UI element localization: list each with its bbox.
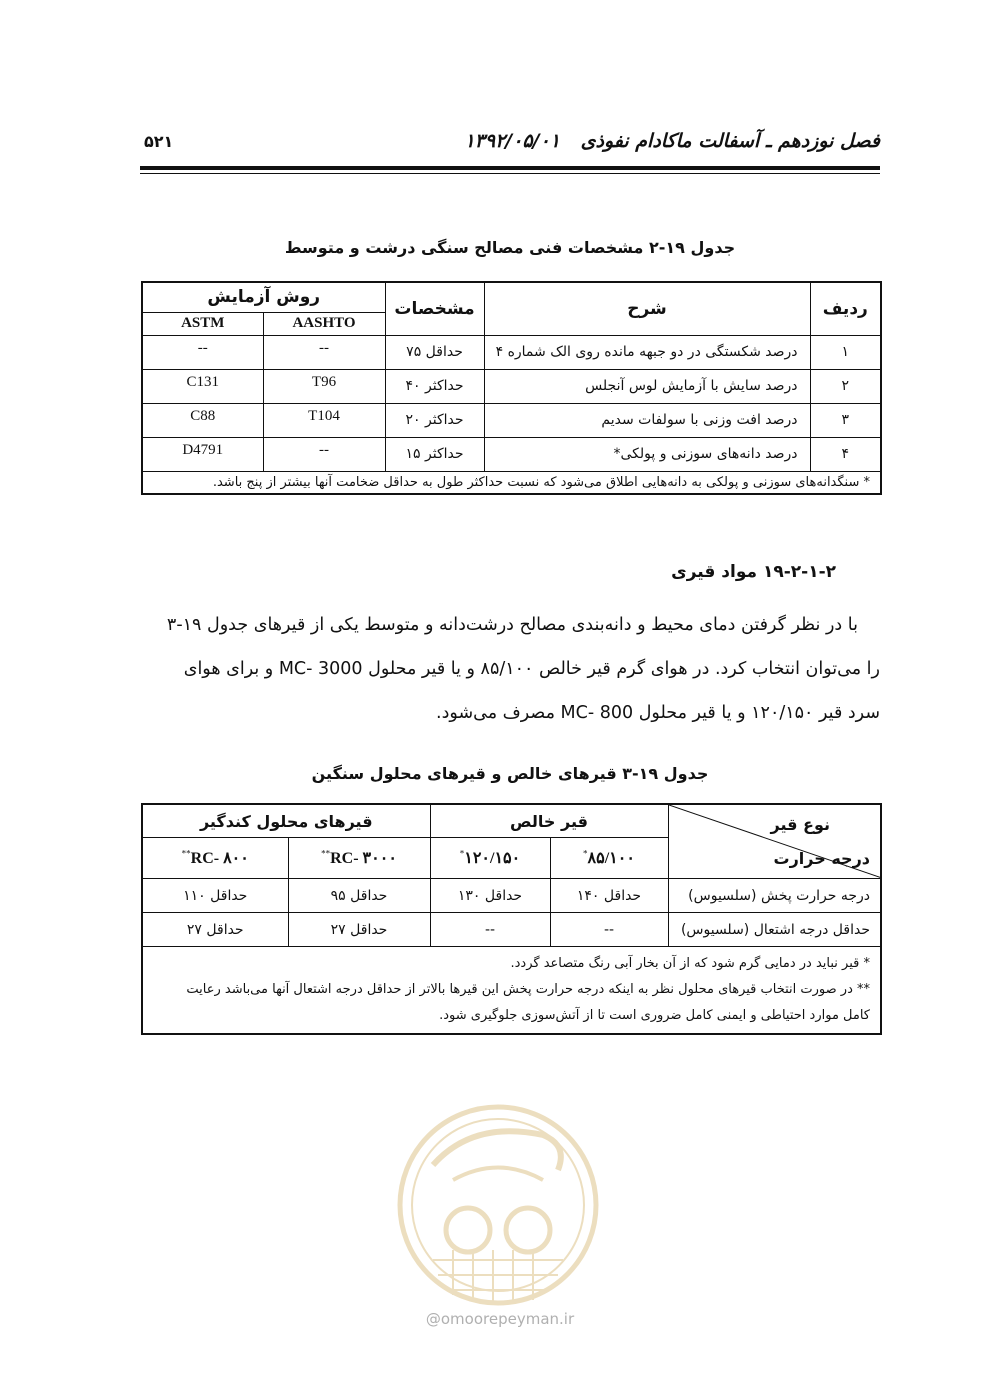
- table1-header-test-method: روش آزمایش: [142, 282, 385, 312]
- section-paragraph: [140, 603, 880, 735]
- row-spec: حداکثر ۲۰: [385, 403, 484, 437]
- grade-header: [142, 838, 288, 879]
- grade-header: [288, 838, 430, 879]
- row-astm: C131: [142, 369, 263, 403]
- table-row: [142, 879, 881, 913]
- row-number: ۳: [810, 403, 881, 437]
- table2-corner-header: [668, 804, 881, 879]
- grade-label: ۸۵/۱۰۰: [587, 850, 635, 867]
- table-row: [142, 437, 881, 471]
- note-line: کامل موارد احتیاطی و ایمنی کامل ضروری است تا از آتش‌سوزی جلوگیری شود.: [439, 1008, 870, 1023]
- table-row: [142, 369, 881, 403]
- note-line: * قیر نباید در دمایی گرم شود که از آن بخار آبی رنگ متصاعد گردد.: [510, 956, 870, 971]
- row-aashto: T104: [263, 403, 385, 437]
- row-value: حداقل ۲۷: [288, 913, 430, 947]
- table1-header-description: شرح: [484, 282, 810, 335]
- table-row: [142, 335, 881, 369]
- row-spec: حداکثر ۴۰: [385, 369, 484, 403]
- row-value: --: [430, 913, 550, 947]
- table-row: [142, 913, 881, 947]
- header-rule-thin: [140, 173, 880, 174]
- group-pure-bitumen: قیر خالص: [430, 804, 668, 838]
- note-line: ** در صورت انتخاب قیرهای محلول نظر به اینکه درجه حرارت پخش این قیرها بالاتر از حداقل درجه اشتعال آنها می‌باشد رعایت: [186, 982, 870, 997]
- table-row: [142, 403, 881, 437]
- header-rule-thick: [140, 166, 880, 170]
- row-description: درصد افت وزنی با سولفات سدیم: [484, 403, 810, 437]
- table2-notes: [142, 947, 881, 1035]
- table1-header-spec: مشخصات: [385, 282, 484, 335]
- grade-header: [430, 838, 550, 879]
- corner-temperature: درجه حرارت: [773, 849, 870, 868]
- row-number: ۴: [810, 437, 881, 471]
- paragraph-line: را می‌توان انتخاب کرد. در هوای گرم قیر خالص ۸۵/۱۰۰ و یا قیر محلول MC- 3000 و برای هوای: [183, 659, 880, 679]
- row-value: حداقل ۹۵: [288, 879, 430, 913]
- section-heading: ۱۹-۲-۱-۲ مواد قیری: [671, 562, 836, 582]
- paragraph-line: با در نظر گرفتن دمای محیط و دانه‌بندی مصالح درشت‌دانه و متوسط یکی از قیرهای جدول ۱۹-۳: [166, 615, 858, 635]
- page-number: ۵۲۱: [144, 132, 174, 151]
- grade-mark: *: [459, 848, 465, 859]
- row-value: حداقل ۱۱۰: [142, 879, 288, 913]
- chapter-title: فصل نوزدهم ـ آسفالت ماکادام نفوذی: [580, 130, 880, 152]
- row-description: درصد شکستگی در دو جبهه مانده روی الک شماره ۴: [484, 335, 810, 369]
- table2-caption: جدول ۱۹-۳ قیرهای خالص و قیرهای محلول سنگین: [311, 764, 709, 783]
- grade-label: RC- ۸۰۰: [190, 850, 249, 867]
- row-description: درصد دانه‌های سوزنی و پولکی*: [484, 437, 810, 471]
- grade-label: ۱۲۰/۱۵۰: [464, 850, 521, 867]
- row-value: حداقل ۲۷: [142, 913, 288, 947]
- table1-header-row: ردیف: [810, 282, 881, 335]
- row-aashto: T96: [263, 369, 385, 403]
- row-label: حداقل درجه اشتعال (سلسیوس): [668, 913, 881, 947]
- row-label: درجه حرارت پخش (سلسیوس): [668, 879, 881, 913]
- header-date: ۱۳۹۲/۰۵/۰۱: [464, 130, 560, 152]
- row-astm: C88: [142, 403, 263, 437]
- table1-caption: جدول ۱۹-۲ مشخصات فنی مصالح سنگی درشت و متوسط: [284, 238, 736, 257]
- table1-header-aashto: AASHTO: [263, 312, 385, 335]
- watermark-logo: [393, 1095, 603, 1330]
- row-aashto: --: [263, 437, 385, 471]
- grade-mark: **: [321, 848, 331, 859]
- row-spec: حداقل ۷۵: [385, 335, 484, 369]
- row-astm: D4791: [142, 437, 263, 471]
- grade-label: RC- ۳۰۰۰: [330, 850, 397, 867]
- corner-bitumen-type: نوع قیر: [770, 815, 830, 834]
- table1: [141, 281, 882, 495]
- grade-header: [550, 838, 668, 879]
- row-value: --: [550, 913, 668, 947]
- row-value: حداقل ۱۳۰: [430, 879, 550, 913]
- row-aashto: --: [263, 335, 385, 369]
- row-number: ۱: [810, 335, 881, 369]
- grade-mark: *: [583, 848, 588, 859]
- table2: [141, 803, 882, 1035]
- row-astm: --: [142, 335, 263, 369]
- row-spec: حداکثر ۱۵: [385, 437, 484, 471]
- table1-header-astm: ASTM: [142, 312, 263, 335]
- watermark-url: @omoorepeyman.ir: [425, 1310, 575, 1328]
- table1-footnote: * سنگدانه‌های سوزنی و پولکی به دانه‌هایی اطلاق می‌شود که نسبت حداکثر طول به حداقل ضخامت آنها بیشتر از پنج باشد.: [142, 471, 881, 494]
- group-cutback-bitumen: قیرهای محلول کندگیر: [142, 804, 430, 838]
- row-description: درصد سایش با آزمایش لوس آنجلس: [484, 369, 810, 403]
- page-header: [140, 128, 880, 158]
- grade-mark: **: [181, 848, 191, 859]
- paragraph-line: سرد قیر ۱۲۰/۱۵۰ و یا قیر محلول MC- 800 مصرف می‌شود.: [436, 703, 880, 723]
- row-number: ۲: [810, 369, 881, 403]
- row-value: حداقل ۱۴۰: [550, 879, 668, 913]
